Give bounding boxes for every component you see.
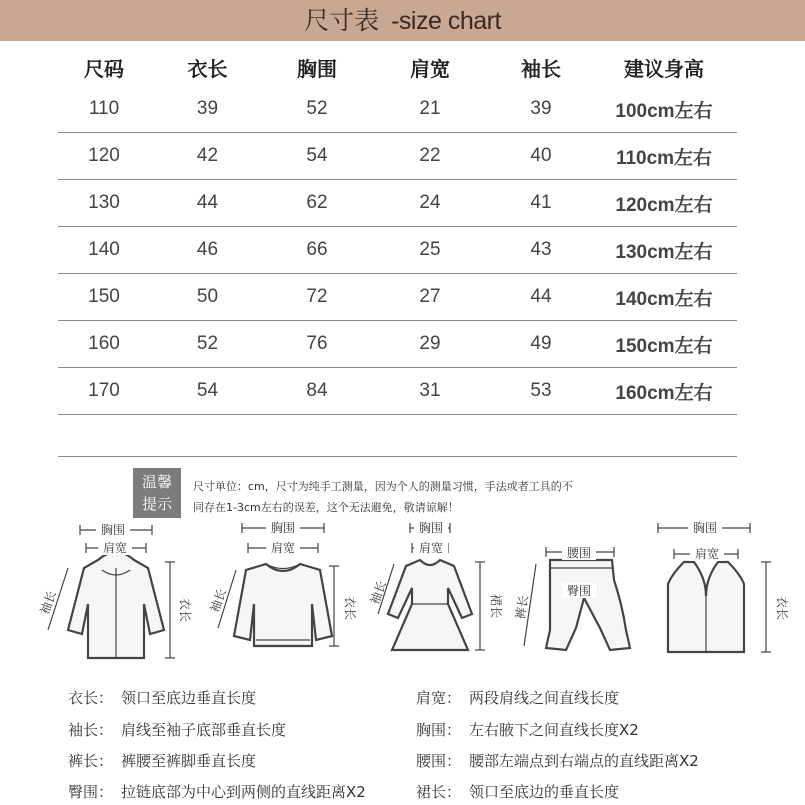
sweater-label-right: 衣长 <box>343 595 357 621</box>
dress-label-top2: 肩宽 <box>418 541 444 555</box>
table-cell: 170 <box>88 380 120 401</box>
table-cell: 72 <box>306 286 328 307</box>
column-header: 尺码 <box>84 56 124 81</box>
definition-item <box>68 781 366 802</box>
column-header: 衣长 <box>187 56 228 81</box>
definition-item <box>416 687 619 708</box>
table-cell: 62 <box>306 192 328 213</box>
definition-item <box>68 719 286 740</box>
definition-desc: 腰部左端点到右端点的直线距离X2 <box>469 752 699 770</box>
definition-term: 裤长： <box>68 752 114 770</box>
definition-item <box>68 750 256 771</box>
sweater-label-top2: 肩宽 <box>270 541 296 555</box>
column-header: 袖长 <box>521 56 561 81</box>
column-header: 肩宽 <box>410 56 450 81</box>
table-cell: 27 <box>419 286 441 307</box>
definition-item <box>416 781 619 802</box>
table-cell: 50 <box>196 286 219 307</box>
jacket-label-top2: 肩宽 <box>102 541 128 555</box>
definition-term: 肩宽： <box>416 689 462 707</box>
header-title-en: -size chart <box>391 7 501 35</box>
definition-desc: 领口至底边垂直长度 <box>121 689 257 707</box>
size-table <box>58 48 737 457</box>
sweater-icon <box>208 518 358 673</box>
vest-label-top2: 肩宽 <box>694 547 720 561</box>
header-title-cn: 尺寸表 <box>304 6 380 35</box>
notice-line1: 尺寸单位：cm，尺寸为纯手工测量，因为个人的测量习惯，手法或者工具的不 <box>193 480 573 493</box>
definition-term: 胸围： <box>416 721 462 739</box>
vest-label-right: 衣长 <box>775 595 789 621</box>
definition-term: 袖长： <box>68 721 114 739</box>
table-cell: 130cm左右 <box>615 241 713 263</box>
column-header: 建议身高 <box>624 56 704 81</box>
table-cell: 29 <box>419 333 441 354</box>
table-header-row <box>58 48 737 86</box>
jacket-label-top1: 胸围 <box>100 523 126 537</box>
dress-label-right: 裙长 <box>489 593 503 619</box>
table-row <box>58 368 737 415</box>
table-cell: 44 <box>530 286 552 307</box>
table-cell: 120cm左右 <box>615 194 713 216</box>
jacket-icon <box>37 518 192 673</box>
table-row <box>58 133 737 180</box>
dress-figure <box>367 518 510 673</box>
table-cell: 110cm左右 <box>615 147 713 169</box>
pants-icon <box>510 518 640 673</box>
table-cell: 31 <box>419 380 441 401</box>
dress-label-left: 袖长 <box>367 578 389 607</box>
definition-item <box>68 687 256 708</box>
table-empty-row <box>58 415 737 457</box>
table-row <box>58 227 737 274</box>
table-cell: 76 <box>306 333 328 354</box>
table-row <box>58 86 737 133</box>
pants-figure <box>510 518 640 673</box>
definition-term: 裙长： <box>416 783 462 801</box>
table-cell: 53 <box>530 380 552 401</box>
table-cell: 49 <box>530 333 552 354</box>
table-cell: 130 <box>88 192 120 213</box>
table-cell: 44 <box>196 192 219 213</box>
table-row <box>58 274 737 321</box>
dress-label-top1: 胸围 <box>418 521 444 535</box>
table-cell: 84 <box>306 380 328 401</box>
notice-badge <box>133 468 181 518</box>
vest-icon <box>650 518 800 673</box>
definition-term: 臀围： <box>68 783 114 801</box>
table-cell: 24 <box>419 192 441 213</box>
jacket-label-left: 袖长 <box>37 588 59 617</box>
notice-badge-line1: 温馨 <box>141 473 172 491</box>
table-cell: 150 <box>88 286 120 307</box>
table-cell: 160 <box>88 333 120 354</box>
definition-item <box>416 750 699 771</box>
sweater-label-left: 袖长 <box>207 586 229 615</box>
table-cell: 120 <box>88 145 120 166</box>
vest-label-top1: 胸围 <box>692 521 718 535</box>
vest-figure <box>650 518 800 673</box>
table-cell: 52 <box>196 333 219 354</box>
definition-desc: 两段肩线之间直线长度 <box>469 689 620 707</box>
table-cell: 39 <box>196 98 219 119</box>
definition-term: 衣长： <box>68 689 114 707</box>
table-cell: 42 <box>196 145 219 166</box>
table-cell: 40 <box>530 145 552 166</box>
definition-term: 腰围： <box>416 752 462 770</box>
column-header: 胸围 <box>297 56 337 81</box>
definition-desc: 肩线至袖子底部垂直长度 <box>121 721 287 739</box>
table-row <box>58 180 737 227</box>
dress-icon <box>367 518 510 673</box>
table-cell: 54 <box>196 380 219 401</box>
definition-item <box>416 719 639 740</box>
notice-badge-line2: 提示 <box>141 495 172 513</box>
measurement-figures <box>37 518 800 673</box>
notice-text <box>193 476 663 518</box>
pants-label-top2: 臀围 <box>566 584 592 598</box>
table-cell: 25 <box>419 239 441 260</box>
jacket-figure <box>37 518 192 673</box>
table-cell: 43 <box>530 239 552 260</box>
definition-desc: 左右腋下之间直线长度X2 <box>469 721 639 739</box>
table-cell: 39 <box>530 98 552 119</box>
notice-line2: 同存在1-3cm左右的误差，这个无法避免，敬请谅解！ <box>193 501 459 514</box>
table-cell: 46 <box>196 239 219 260</box>
table-cell: 52 <box>306 98 328 119</box>
definition-desc: 裤腰至裤脚垂直长度 <box>121 752 257 770</box>
pants-label-top1: 腰围 <box>566 546 592 560</box>
page-header <box>0 0 805 41</box>
table-cell: 41 <box>530 192 552 213</box>
definition-desc: 领口至底边的垂直长度 <box>469 783 620 801</box>
sweater-figure <box>208 518 358 673</box>
jacket-label-right: 衣长 <box>178 597 192 623</box>
table-cell: 22 <box>419 145 441 166</box>
table-cell: 54 <box>306 145 328 166</box>
table-cell: 110 <box>88 98 120 119</box>
table-cell: 150cm左右 <box>615 335 713 357</box>
table-cell: 100cm左右 <box>615 100 713 122</box>
table-cell: 140cm左右 <box>615 288 713 310</box>
sweater-label-top1: 胸围 <box>270 521 296 535</box>
table-cell: 66 <box>306 239 328 260</box>
pants-label-left: 裤长 <box>513 594 532 621</box>
table-row <box>58 321 737 368</box>
table-cell: 160cm左右 <box>615 382 713 404</box>
table-cell: 140 <box>88 239 120 260</box>
table-cell: 21 <box>419 98 441 119</box>
definition-desc: 拉链底部为中心到两侧的直线距离X2 <box>121 783 366 801</box>
